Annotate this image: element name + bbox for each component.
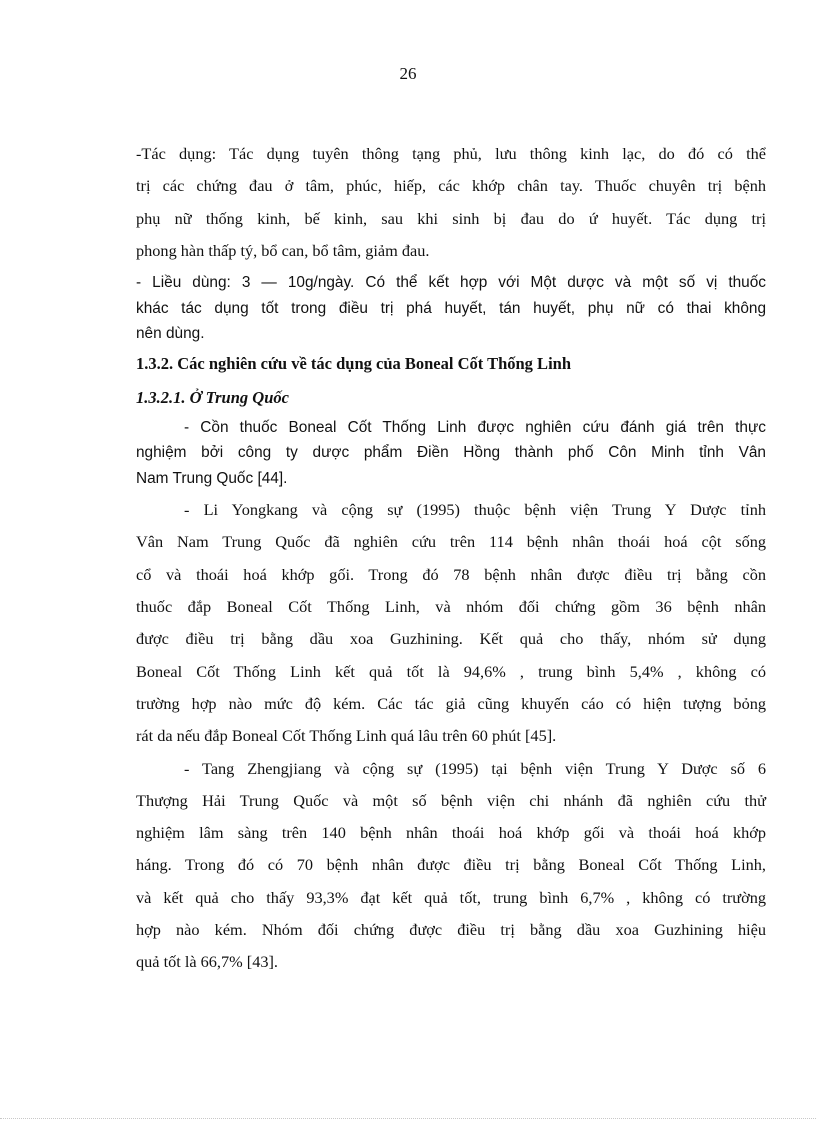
paragraph-tang-zhengjiang [136, 753, 766, 979]
paragraph-intro [136, 415, 766, 492]
text-line: Vân Nam Trung Quốc đã nghiên cứu trên 114 bệnh nhân thoái hoá cột sống [136, 532, 766, 552]
section-heading: 1.3.2. Các nghiên cứu về tác dụng của Boneal Cốt Thống Linh [136, 353, 572, 373]
text-line: - Liều dùng: 3 — 10g/ngày. Có thể kết hợp với Một dược và một số vị thuốc [136, 274, 766, 292]
text-line: nên dùng. [136, 325, 205, 343]
text-line: - Cồn thuốc Boneal Cốt Thống Linh được nghiên cứu đánh giá trên thực [184, 418, 766, 436]
paragraph-li-yongkang [136, 494, 766, 752]
text-line: Thượng Hải Trung Quốc và một số bệnh viện chi nhánh đã nghiên cứu thử [136, 790, 766, 810]
page-body [136, 138, 766, 979]
text-line: và kết quả cho thấy 93,3% đạt kết quả tốt, trung bình 6,7% , không có trường [136, 887, 766, 907]
text-line: thuốc đắp Boneal Cốt Thống Linh, và nhóm đối chứng gồm 36 bệnh nhân [136, 597, 766, 617]
text-line: -Tác dụng: Tác dụng tuyên thông tạng phủ, lưu thông kinh lạc, do đó có thể [136, 144, 766, 163]
paragraph-effects [136, 138, 766, 267]
text-line: - Tang Zhengjiang và cộng sự (1995) tại bệnh viện Trung Y Dược số 6 [184, 758, 766, 778]
text-line: phong hàn thấp tý, bổ can, bổ tâm, giảm đau. [136, 240, 430, 260]
text-line: Boneal Cốt Thống Linh kết quả tốt là 94,6% , trung bình 5,4% , không có [136, 661, 766, 681]
text-line: trị các chứng đau ở tâm, phúc, hiếp, các khớp chân tay. Thuốc chuyên trị bệnh [136, 176, 766, 196]
text-line: cổ và thoái hoá khớp gối. Trong đó 78 bệnh nhân được điều trị bằng cồn [136, 564, 766, 584]
text-line: Nam Trung Quốc [44]. [136, 469, 288, 487]
text-line: nghiệm lâm sàng trên 140 bệnh nhân thoái hoá khớp gối và thoái hoá khớp [136, 823, 766, 843]
text-line: khác tác dụng tốt trong điều trị phá huyết, tán huyết, phụ nữ có thai không [136, 299, 766, 317]
text-line: háng. Trong đó có 70 bệnh nhân được điều trị bằng Boneal Cốt Thống Linh, [136, 855, 766, 875]
text-line: phụ nữ thống kinh, bế kinh, sau khi sinh bị đau do ứ huyết. Tác dụng trị [136, 208, 766, 228]
subsection-heading: 1.3.2.1. Ở Trung Quốc [136, 387, 289, 407]
text-line: hợp nào kém. Nhóm đối chứng được điều trị bằng dầu xoa Guzhining hiệu [136, 920, 766, 940]
text-line: trường hợp nào mức độ kém. Các tác giả cũng khuyến cáo có hiện tượng bỏng [136, 693, 766, 713]
text-line: nghiệm bởi công ty dược phẩm Điền Hồng thành phố Côn Minh tỉnh Vân [136, 444, 766, 462]
text-line: - Li Yongkang và cộng sự (1995) thuộc bệnh viện Trung Y Dược tỉnh [184, 500, 766, 520]
paragraph-dosage [136, 270, 766, 347]
page-number: 26 [399, 64, 417, 83]
text-line: quả tốt là 66,7% [43]. [136, 952, 278, 972]
text-line: rát da nếu đắp Boneal Cốt Thống Linh quá lâu trên 60 phút [45]. [136, 726, 557, 746]
page-bottom-border [0, 1118, 816, 1119]
text-line: được điều trị bằng dầu xoa Guzhining. Kết quả cho thấy, nhóm sử dụng [136, 629, 766, 649]
